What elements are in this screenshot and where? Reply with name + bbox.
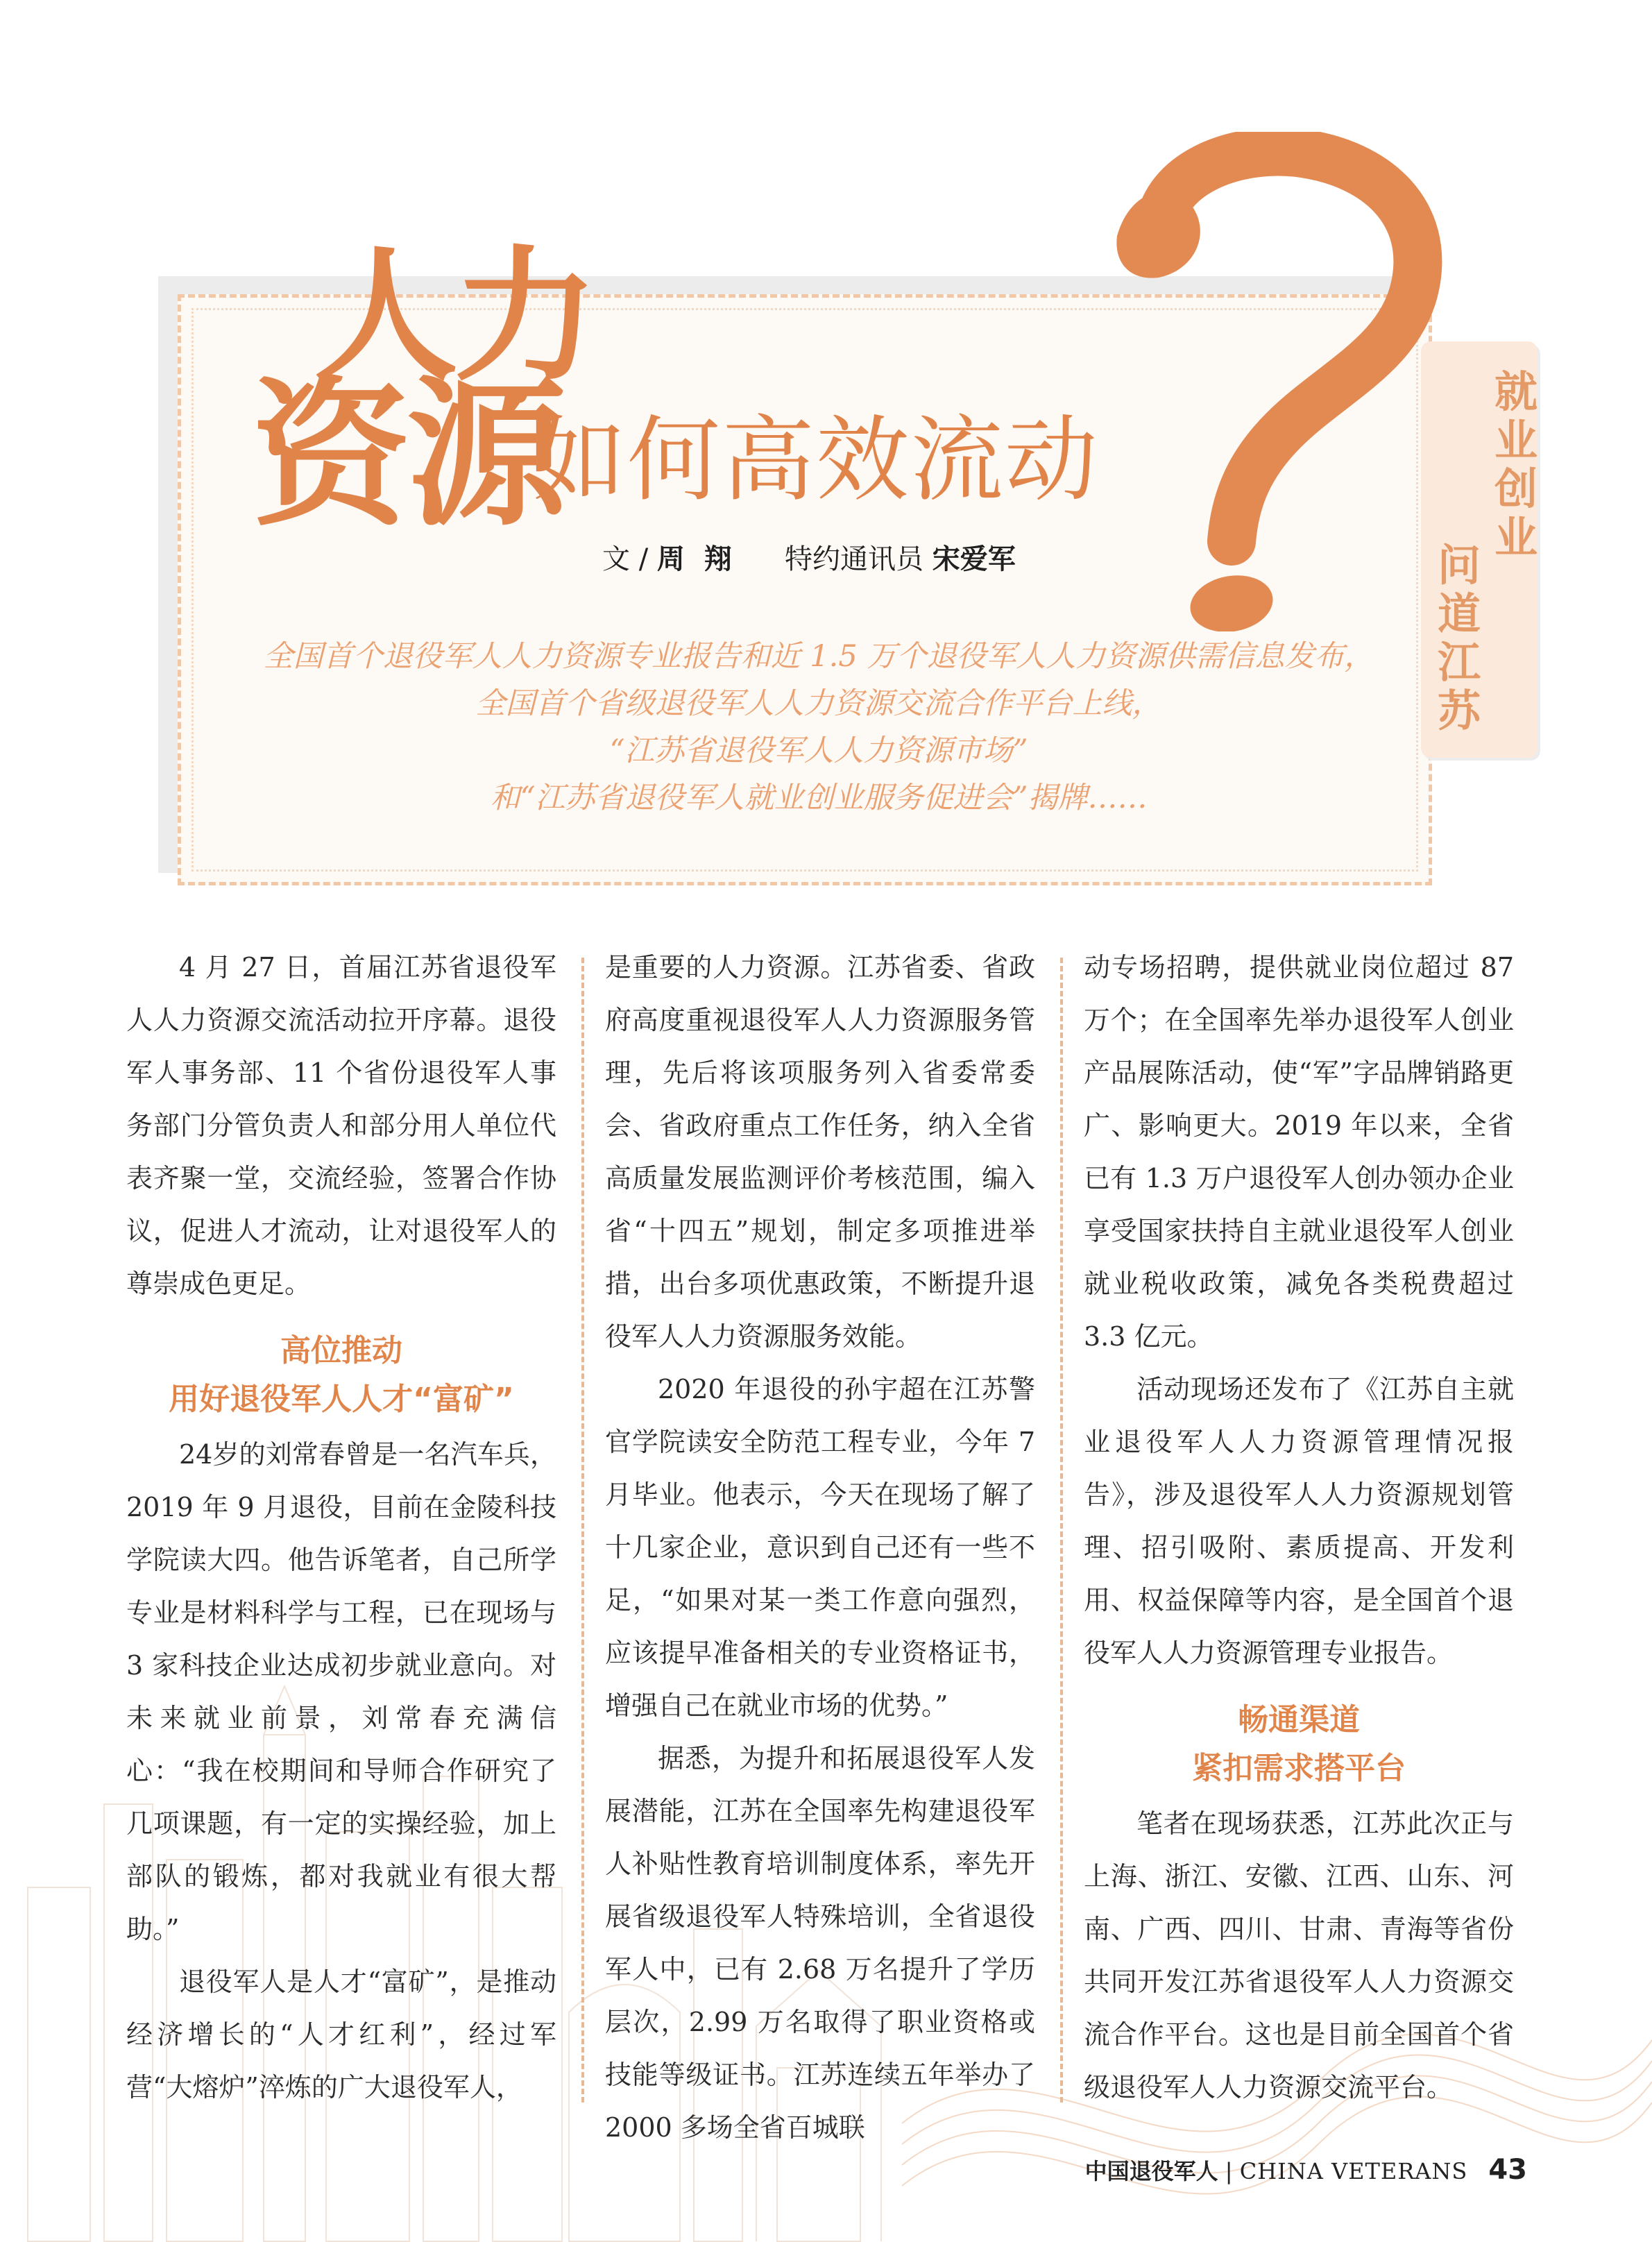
column-divider — [1060, 958, 1063, 2103]
paragraph: 动专场招聘，提供就业岗位超过 87 万个；在全国率先举办退役军人创业产品展陈活动，使“军”字品牌销路更广、影响更大。2019 年以来，全省已有 1.3 万户退役军人创办领办企业享受国家扶持自主就业退役军人创业就业税收政策，减免各类税费超过 3.3 亿元。 — [1084, 952, 1514, 1352]
byline-author: 周 翔 — [656, 543, 732, 575]
paragraph: 据悉，为提升和拓展退役军人发展潜能，江苏在全国率先构建退役军人补贴性教育培训制度体系，率先开展省级退役军人特殊培训，全省退役军人中，已有 2.68 万名提升了学历层次，2.99 万名取得了职业资格或技能等级证书。江苏连续五年举办了 2000 多场全省百城联 — [605, 1743, 1035, 2143]
section-heading-2 — [1084, 1696, 1514, 1793]
paragraph: 4 月 27 日，首届江苏省退役军人人力资源交流活动拉开序幕。退役军人事务部、11 个省份退役军人事务部门分管负责人和部分用人单位代表齐聚一堂，交流经验，签署合作协议，促进人才流动，让对退役军人的尊崇成色更足。 — [126, 952, 556, 1299]
footer-separator: | — [1218, 2158, 1240, 2184]
body-column-3 — [1084, 941, 1514, 2114]
byline — [602, 537, 1016, 577]
section-heading-line: 高位推动 — [280, 1333, 402, 1368]
magazine-name-cn: 中国退役军人 — [1084, 2158, 1218, 2184]
page-footer — [1085, 2154, 1527, 2186]
section-heading-line: 紧扣需求搭平台 — [1192, 1751, 1406, 1786]
paragraph: 笔者在现场获悉，江苏此次正与上海、浙江、安徽、江西、山东、河南、广西、四川、甘肃、青海等省份共同开发江苏省退役军人人力资源交流合作平台。这也是目前全国首个省级退役军人人力资源交流平台。 — [1084, 1808, 1514, 2103]
page-number: 43 — [1488, 2154, 1527, 2186]
section-heading-1 — [126, 1327, 556, 1424]
byline-mid: 特约通讯员 — [731, 543, 933, 575]
byline-prefix: 文 / — [602, 543, 657, 575]
title-line-2: 资源 — [251, 361, 563, 548]
title-line-1: 人力 — [314, 232, 594, 401]
title-subtitle: 如何高效流动 — [533, 406, 1100, 514]
body-column-2 — [605, 941, 1035, 2154]
paragraph: 退役军人是人才“富矿”，是推动经济增长的“人才红利”，经过军营“大熔炉”淬炼的广大退役军人， — [126, 1967, 556, 2103]
lede-line: 全国首个退役军人人力资源专业报告和近 1.5 万个退役军人人力资源供需信息发布， — [263, 639, 1374, 674]
lede-line: 全国首个省级退役军人人力资源交流合作平台上线， — [475, 686, 1162, 721]
body-column-1 — [126, 941, 556, 2114]
paragraph: 是重要的人力资源。江苏省委、省政府高度重视退役军人人力资源服务管理，先后将该项服务列入省委常委会、省政府重点工作任务，纳入全省高质量发展监测评价考核范围，编入省“十四五”规划，制定多项推进举措，出台多项优惠政策，不断提升退役军人人力资源服务效能。 — [605, 952, 1035, 1352]
section-heading-line: 畅通渠道 — [1238, 1702, 1360, 1738]
paragraph: 2020 年退役的孙宇超在江苏警官学院读安全防范工程专业，今年 7 月毕业。他表示，今天在现场了解了十几家企业，意识到自己还有一些不足，“如果对某一类工作意向强烈，应该提早准备相关的专业资格证书，增强自己在就业市场的优势。” — [605, 1374, 1035, 1721]
question-mark-graphic — [1055, 132, 1443, 631]
column-tag-line-2: 问 道 江 苏 — [1437, 540, 1481, 736]
section-heading-line: 用好退役军人人才“富矿” — [169, 1382, 514, 1417]
paragraph: 活动现场还发布了《江苏自主就业退役军人人力资源管理情况报告》，涉及退役军人人力资源规划管理、招引吸附、素质提高、开发利用、权益保障等内容，是全国首个退役军人人力资源管理专业报告。 — [1084, 1374, 1514, 1668]
paragraph: 24岁的刘常春曾是一名汽车兵，2019 年 9 月退役，目前在金陵科技学院读大四。他告诉笔者，自己所学专业是材料科学与工程，已在现场与 3 家科技企业达成初步就业意向。对未来就业前景，刘常春充满信心：“我在校期间和导师合作研究了几项课题，有一定的实操经验，加上部队的锻炼，都对我就业有很大帮助。” — [126, 1439, 556, 1944]
lede-line: 和“江苏省退役军人就业创业服务促进会”揭牌…… — [490, 781, 1148, 815]
lede — [194, 633, 1443, 822]
column-divider — [581, 958, 584, 2103]
byline-correspondent: 宋爱军 — [932, 543, 1016, 575]
magazine-name-en: CHINA VETERANS — [1239, 2158, 1468, 2184]
lede-line: “江苏省退役军人人力资源市场” — [609, 733, 1028, 768]
column-tag-line-1: 就 业 创 业 — [1494, 366, 1538, 563]
